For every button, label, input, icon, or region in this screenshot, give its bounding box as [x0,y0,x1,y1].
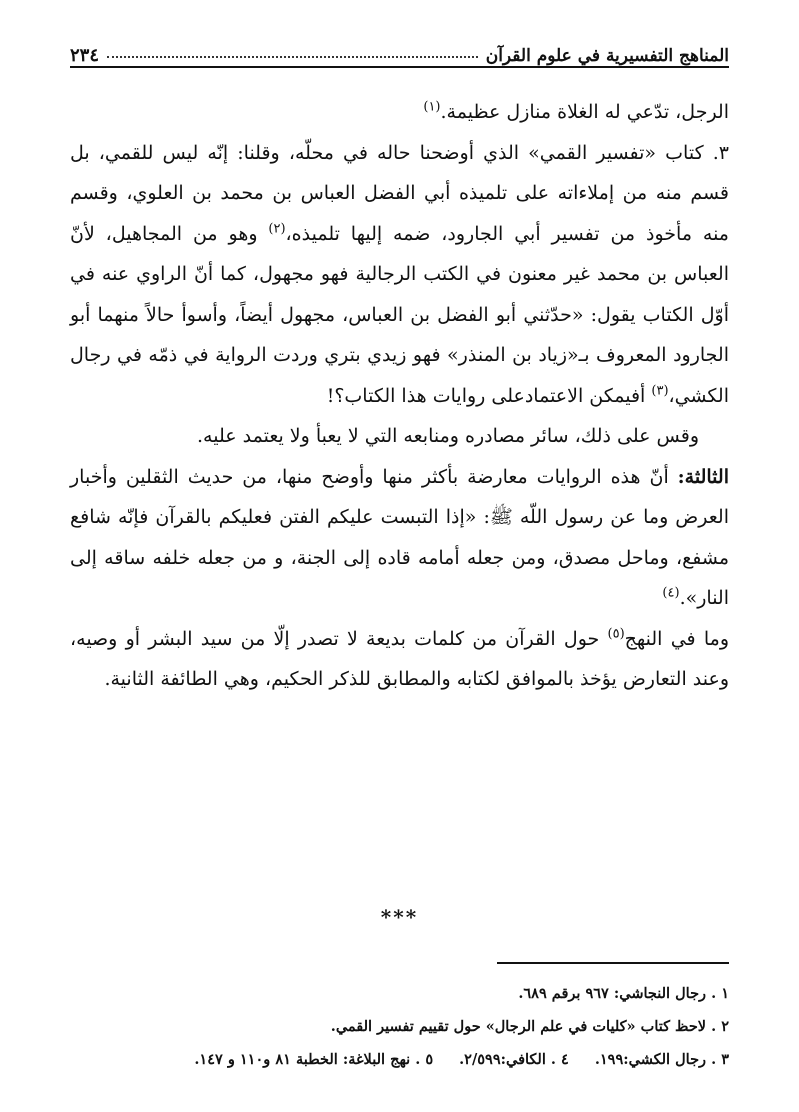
footnote-row-3 [70,1043,729,1076]
paragraph-2-text-a: ٣. كتاب «تفسير القمي» الذي أوضحنا حاله في محلّه، وقلنا: إنّه ليس للقمي، بل قسم منه من إملاءاته على تلميذه أبي الفضل العباس بن محمد بن العلوي، وقسم منه مأخوذ من تفسير أبي الجارود، ضمه إليها تلميذه، [70,141,729,245]
paragraph-5 [70,619,729,700]
footnote-4: ٤ . الكافي:٢/٥٩٩. [459,1051,569,1068]
footnotes [70,977,729,1076]
footnote-5: ٥ . نهج البلاغة: الخطبة ٨١ و١١٠ و ١٤٧. [194,1051,434,1068]
book-title: المناهج التفسيرية في علوم القرآن [485,46,729,66]
paragraph-1 [70,92,729,133]
paragraph-1-text: الرجل، تدّعي له الغلاة منازل عظيمة. [440,101,729,123]
footnote-ref-1: (١) [423,99,441,115]
paragraph-4 [70,457,729,619]
paragraph-2 [70,133,729,417]
footnote-ref-4: (٤) [662,585,680,601]
page-number: ٢٣٤ [70,45,100,66]
footnote-divider [497,962,729,964]
paragraph-2-text-b: وهو من المجاهيل، لأنّ العباس بن محمد غير معنون في الكتب الرجالية فهو مجهول، كما أنّ الراوي عنه في أوّل الكتاب يقول: «حدّثني أبو الفضل بن العباس، مجهول أيضاً، وأسوأ حالاً منهما أبو الجارود المعروف بـ«زياد بن المنذر» فهو زيدي بتري وردت الرواية في ذمّه في رجال الكشي، [70,222,729,407]
paragraph-4-label: الثالثة: [677,465,729,488]
paragraph-5-text-a: وما في النهج [624,627,729,650]
running-header [70,36,729,68]
footnote-ref-5: (٥) [607,626,625,642]
footnote-1: ١ . رجال النجاشي: ٩٦٧ برقم ٦٨٩. [518,985,729,1002]
paragraph-5-text-b: حول القرآن من كلمات بديعة لا تصدر إلّا من سيد البشر أو وصيه، وعند التعارض يؤخذ بالموافق لكتابه والمطابق للذكر الحكيم، وهي الطائفة الثانية. [70,627,729,690]
footnote-2: ٢ . لاحظ كتاب «كليات في علم الرجال» حول تقييم تفسير القمي. [330,1018,729,1035]
section-separator: *** [380,905,419,929]
paragraph-3-text: وقس على ذلك، سائر مصادره ومنابعه التي لا يعبأ ولا يعتمد عليه. [197,425,699,447]
header-dots [107,56,478,58]
paragraph-4-text: أنّ هذه الروايات معارضة بأكثر منها وأوضح منها، من حديث الثقلين وأخبار العرض وما عن رسول اللّه ﷺ: «إذا التبست عليكم الفتن فعليكم بالقرآن فإنّه شافع مشفع، وماحل مصدق، ومن جعله أمامه قاده إلى الجنة، و من جعله خلفه ساقه إلى النار». [70,465,729,609]
paragraph-2-text-c: أفيمكن الاعتمادعلى روايات هذا الكتاب؟! [326,384,652,407]
footnote-ref-2: (٢) [268,221,286,237]
main-text [70,92,729,700]
footnote-3: ٣ . رجال الكشي:١٩٩. [594,1051,729,1068]
paragraph-3 [70,416,729,457]
footnote-ref-3: (٣) [651,383,669,399]
